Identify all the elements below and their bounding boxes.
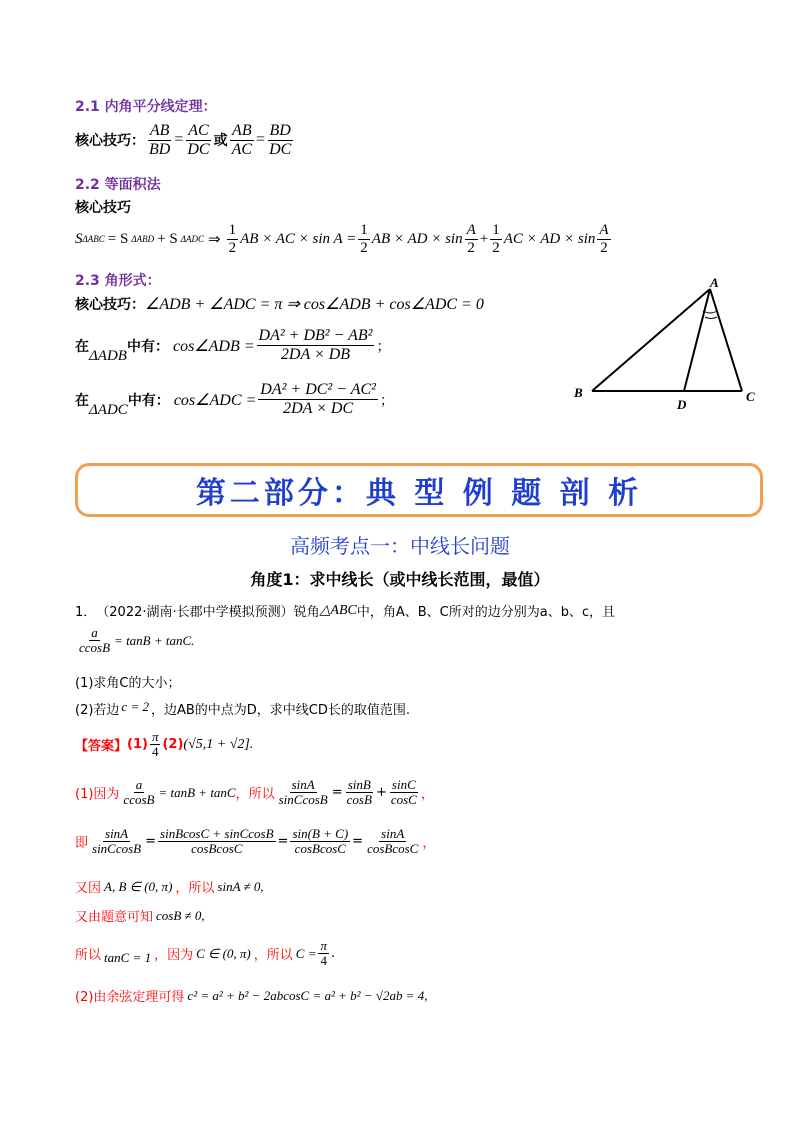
fraction: $\frac{AB}{AC}$: [231, 122, 253, 158]
problem-condition: $\frac{a}{ccosB}$ = tanB + tanC.: [79, 625, 195, 656]
fraction: $\frac{AC}{DC}$: [187, 122, 210, 158]
section-banner: 第二部分：典 型 例 题 剖 析: [75, 463, 763, 517]
side-ab: [592, 289, 710, 391]
side-ac: [710, 289, 742, 391]
solution-line-1: (1)因为 $\frac{a}{ccosB}$ = tanB + tanC ，所以 $\frac{\sin A}{\text{sinCcosB}}$ = $\frac{\sin B}{\cos B}$ + $\frac{\sin C}{\cos C}$ ，: [75, 777, 434, 808]
angle-heading: 角度1：求中线长（或中线长范围，最值）: [250, 570, 550, 589]
vertex-label-b: B: [574, 385, 583, 400]
fraction: $\frac{BD}{DC}$: [269, 122, 292, 158]
cos-formula-adc: 在 ΔADC 中有： cos∠ADC = $\frac{\text{DA² + DC² − AC²}}{2DA \times DC}$ ；: [75, 381, 394, 418]
solution-line-4: 又由题意可知 cosB ≠ 0,: [75, 907, 205, 925]
solution-line-2: 即 $\frac{\sin A}{\text{sinCcosB}}$ = $\frac{\text{sinBcosC + sinCcosB}}{\text{cosBcosC}}$ = $\frac{\sin(B + C)}{\text{cosBcosC}}$ = $\frac{\sin A}{\text{cosBcosC}}$ ，: [75, 826, 436, 857]
solution-line-5: 所以 tanC = 1 ，因为 C ∈ (0, π) ，所以 C = $\frac{\pi}{4}$ .: [75, 938, 336, 969]
section-2-1-formula: 核心技巧： $\frac{AB}{BD}$ = $\frac{AC}{DC}$ 或 $\frac{AB}{AC}$ = $\frac{BD}{DC}$: [75, 122, 292, 158]
problem-statement: 1． （2022·湖南·长郡中学模拟预测）锐角 △ABC 中，角A、B、C所对的边分别为a、b、c，且: [75, 603, 616, 620]
core-label: 核心技巧：: [75, 133, 145, 150]
area-formula: S ΔABC = S ΔABD + S ΔADC ⇒ $\frac{1}{2}$ AB × AC × sin A = $\frac{1}{2}$ AB × AD × sin $\frac{A}{2}$ + $\frac{1}{2}$ AC × AD × sin $\frac{A}{2}$: [75, 222, 609, 256]
solution-line-6: (2)由余弦定理可得 c² = a² + b² − 2abcosC = a² + b² − √2ab = 4,: [75, 987, 428, 1005]
triangle-figure: [570, 275, 770, 415]
vertex-label-d: D: [677, 397, 687, 412]
bisector-ad: [684, 289, 710, 391]
vertex-label-a: A: [710, 275, 719, 290]
or-text: 或: [213, 133, 228, 150]
angle-core-formula: 核心技巧： ∠ADB + ∠ADC = π ⇒ cos∠ADB + cos∠ADC = 0: [75, 296, 484, 313]
question-2: (2)若边 c = 2 ，边AB的中点为D，求中线CD长的取值范围.: [75, 699, 411, 718]
solution-line-3: 又因 A, B ∈ (0, π) ，所以 sinA ≠ 0,: [75, 878, 264, 896]
core-label: 核心技巧: [75, 200, 131, 216]
subheading: 高频考点一：中线长问题: [290, 534, 510, 558]
answer-line: 【答案】 (1) $\frac{\pi}{4}$ (2) (√5,1 + √2].: [75, 729, 254, 760]
vertex-label-c: C: [746, 389, 755, 404]
section-2-2-title: 2.2 等面积法: [75, 177, 161, 193]
section-2-3-title: 2.3 角形式：: [75, 273, 161, 289]
fraction: $\frac{AB}{BD}$: [149, 122, 171, 158]
cos-formula-adb: 在 ΔADB 中有： cos∠ADB = $\frac{\text{DA² + DB² − AB²}}{2DA \times DB}$ ；: [75, 327, 391, 364]
question-1: (1)求角C的大小；: [75, 676, 181, 691]
section-2-1-title: 2.1 内角平分线定理：: [75, 99, 217, 115]
angle-arc: [705, 317, 717, 319]
